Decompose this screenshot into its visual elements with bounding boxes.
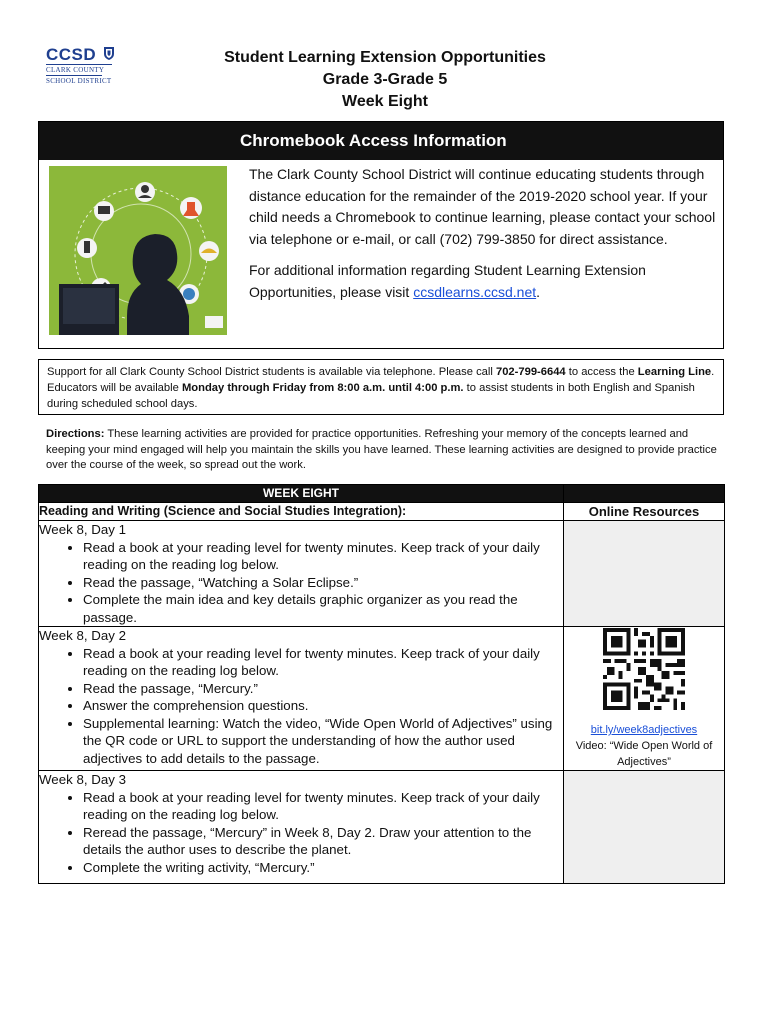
title-line-3: Week Eight bbox=[342, 93, 428, 110]
list-item: • Complete the main idea and key details graphic organizer as you read the passage. bbox=[83, 591, 563, 626]
chromebook-paragraph-1: The Clark County School District will continue educating students through distance education for the remainder of the 2019-2020 school year. If your child needs a Chromebook to continue learning, please contact your school via telephone or e-mail, or call (702) 799-3850 for direct assistance. bbox=[249, 166, 716, 247]
ccsdlearns-link[interactable]: ccsdlearns.ccsd.net bbox=[413, 283, 537, 300]
support-text-4: to assist students in both English and Spanish during scheduled school days. bbox=[47, 382, 695, 410]
day-3-title: Week 8, Day 3 bbox=[39, 772, 126, 787]
chromebook-paragraph-2-end: . bbox=[536, 283, 541, 300]
support-text-1: Support for all Clark County School District students is available via telephone. Please call bbox=[47, 366, 496, 378]
directions-label: Directions: bbox=[46, 428, 105, 440]
chromebook-info-box bbox=[38, 121, 724, 349]
qr-code[interactable] bbox=[603, 627, 685, 711]
week-activities-table bbox=[38, 484, 725, 884]
list-item: • Read a book at your reading level for twenty minutes. Keep track of your daily reading on the reading log below. bbox=[83, 539, 563, 574]
day-1-list bbox=[39, 539, 563, 627]
list-item: • Answer the comprehension questions. bbox=[83, 697, 563, 715]
list-item: • Read the passage, “Mercury.” bbox=[83, 680, 563, 698]
day-3-list bbox=[39, 789, 563, 877]
directions bbox=[46, 427, 726, 474]
district-shield-icon bbox=[103, 46, 115, 61]
support-text-2: to access the bbox=[565, 366, 638, 378]
day-1-title: Week 8, Day 1 bbox=[39, 522, 126, 537]
chromebook-paragraph-2 bbox=[249, 260, 719, 303]
day-2-list bbox=[39, 645, 563, 768]
video-label: Video: “Wide Open World of Adjectives” bbox=[575, 740, 713, 768]
student-stem-illustration bbox=[49, 166, 227, 335]
day-2-title: Week 8, Day 2 bbox=[39, 628, 126, 643]
subject-header: Reading and Writing (Science and Social Studies Integration): bbox=[39, 503, 564, 521]
list-item: • Supplemental learning: Watch the video, “Wide Open World of Adjectives” using the QR code or URL to support the understanding of how the author used adjectives to add details to the passage. bbox=[83, 715, 563, 768]
list-item: • Read a book at your reading level for twenty minutes. Keep track of your daily reading on the reading log below. bbox=[83, 645, 563, 680]
support-phone: 702-799-6644 bbox=[495, 366, 566, 378]
day-3-cell bbox=[39, 771, 564, 884]
list-item: • Read the passage, “Watching a Solar Eclipse.” bbox=[83, 574, 563, 592]
directions-text: These learning activities are provided for practice opportunities. Refreshing your memory of the concepts learned and keeping your mind engaged will help you maintain the skills you have learned. These learning activities are designed to provide practice over the course of the week, so spread out the work. bbox=[46, 428, 717, 471]
day-1-cell bbox=[39, 521, 564, 627]
day-2-resources bbox=[564, 627, 725, 771]
list-item: • Read a book at your reading level for twenty minutes. Keep track of your daily reading on the reading log below. bbox=[83, 789, 563, 824]
chromebook-text bbox=[249, 164, 719, 313]
week-header: WEEK EIGHT bbox=[39, 485, 564, 503]
district-logo bbox=[46, 46, 118, 90]
support-hours: Monday through Friday from 8:00 a.m. until 4:00 p.m. bbox=[181, 382, 464, 394]
chromebook-paragraph-2-text: For additional information regarding Student Learning Extension Opportunities, please visit bbox=[249, 262, 646, 300]
learning-line-label: Learning Line bbox=[637, 366, 712, 378]
support-text-3: . Educators will be available bbox=[47, 366, 715, 394]
adjectives-video-link[interactable]: bit.ly/week8adjectives bbox=[590, 724, 698, 736]
logo-subtitle-2: SCHOOL DISTRICT bbox=[46, 77, 112, 85]
list-item: • Complete the writing activity, “Mercury.” bbox=[83, 859, 563, 877]
list-item: • Reread the passage, “Mercury” in Week 8, Day 2. Draw your attention to the details the author uses to describe the planet. bbox=[83, 824, 563, 859]
online-resources-header: Online Resources bbox=[564, 503, 725, 521]
title-line-2: Grade 3-Grade 5 bbox=[322, 71, 448, 88]
day-1-resources bbox=[564, 521, 725, 627]
page-title bbox=[150, 47, 620, 113]
title-line-1: Student Learning Extension Opportunities bbox=[224, 49, 546, 66]
logo-text: CCSD bbox=[46, 45, 97, 64]
chromebook-header: Chromebook Access Information bbox=[39, 122, 723, 160]
week-header-corner bbox=[564, 485, 725, 503]
logo-subtitle-1: CLARK COUNTY bbox=[46, 66, 105, 74]
support-box bbox=[38, 359, 724, 415]
day-2-cell bbox=[39, 627, 564, 771]
day-3-resources bbox=[564, 771, 725, 884]
